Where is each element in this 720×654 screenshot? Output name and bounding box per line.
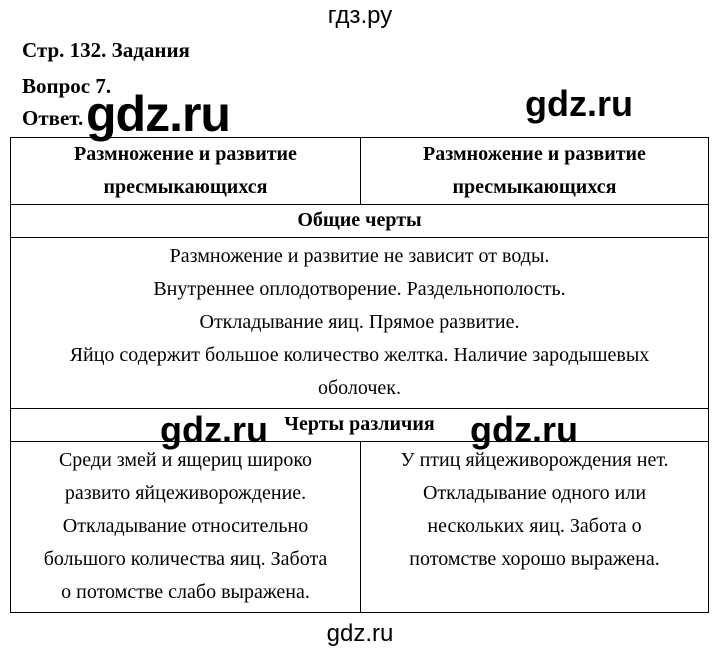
column-header-left-line-1: Размножение и развитие	[74, 143, 297, 165]
watermark-middle-right: gdz.ru	[470, 409, 578, 450]
column-header-left	[11, 138, 361, 205]
watermark-top: гдз.ру	[327, 2, 393, 29]
watermark-right: gdz.ru	[525, 83, 633, 124]
diff-right-line: Откладывание одного или	[422, 482, 647, 504]
diff-left-line: развито яйцеживорождение.	[64, 482, 307, 504]
column-header-right-line-1: Размножение и развитие	[423, 143, 646, 165]
diff-right-line: У птиц яйцеживорождения нет.	[400, 449, 669, 471]
diff-left-line: Среди змей и ящериц широко	[58, 449, 313, 471]
question-heading: Вопрос 7.	[22, 74, 112, 98]
diff-content-row	[11, 442, 709, 613]
differences-right-cell	[361, 442, 709, 613]
watermark-middle-left: gdz.ru	[160, 409, 268, 450]
watermark-bottom: gdz.ru	[326, 620, 394, 647]
diff-left-line: о потомстве слабо выражена.	[61, 581, 310, 603]
column-header-right-line-2: пресмыкающихся	[452, 176, 617, 198]
page-heading: Стр. 132. Задания	[22, 38, 190, 62]
diff-title-row	[11, 409, 709, 442]
diff-right-line: нескольких яиц. Забота о	[427, 515, 642, 537]
common-features-title: Общие черты	[11, 205, 709, 238]
common-line: Размножение и развитие не зависит от воды.	[169, 245, 550, 267]
common-features-cell	[11, 238, 709, 409]
answer-heading: Ответ.	[22, 106, 84, 130]
common-title-row	[11, 205, 709, 238]
common-line: Внутреннее оплодотворение. Раздельнополость.	[153, 278, 566, 300]
column-header-right	[361, 138, 709, 205]
column-header-left-line-2: пресмыкающихся	[103, 176, 268, 198]
diff-left-line: Откладывание относительно	[62, 515, 309, 537]
answer-table	[10, 137, 709, 613]
table-header-row	[11, 138, 709, 205]
watermark-large: gdz.ru	[86, 86, 230, 142]
common-line: Откладывание яиц. Прямое развитие.	[199, 311, 520, 333]
common-line: Яйцо содержит большое количество желтка. Наличие зародышевых	[69, 344, 650, 366]
common-line: оболочек.	[317, 377, 402, 399]
diff-right-line: потомстве хорошо выражена.	[409, 548, 660, 570]
differences-left-cell	[11, 442, 361, 613]
common-content-row	[11, 238, 709, 409]
diff-left-line: большого количества яиц. Забота	[43, 548, 328, 570]
differences-title: Черты различия	[11, 409, 709, 442]
